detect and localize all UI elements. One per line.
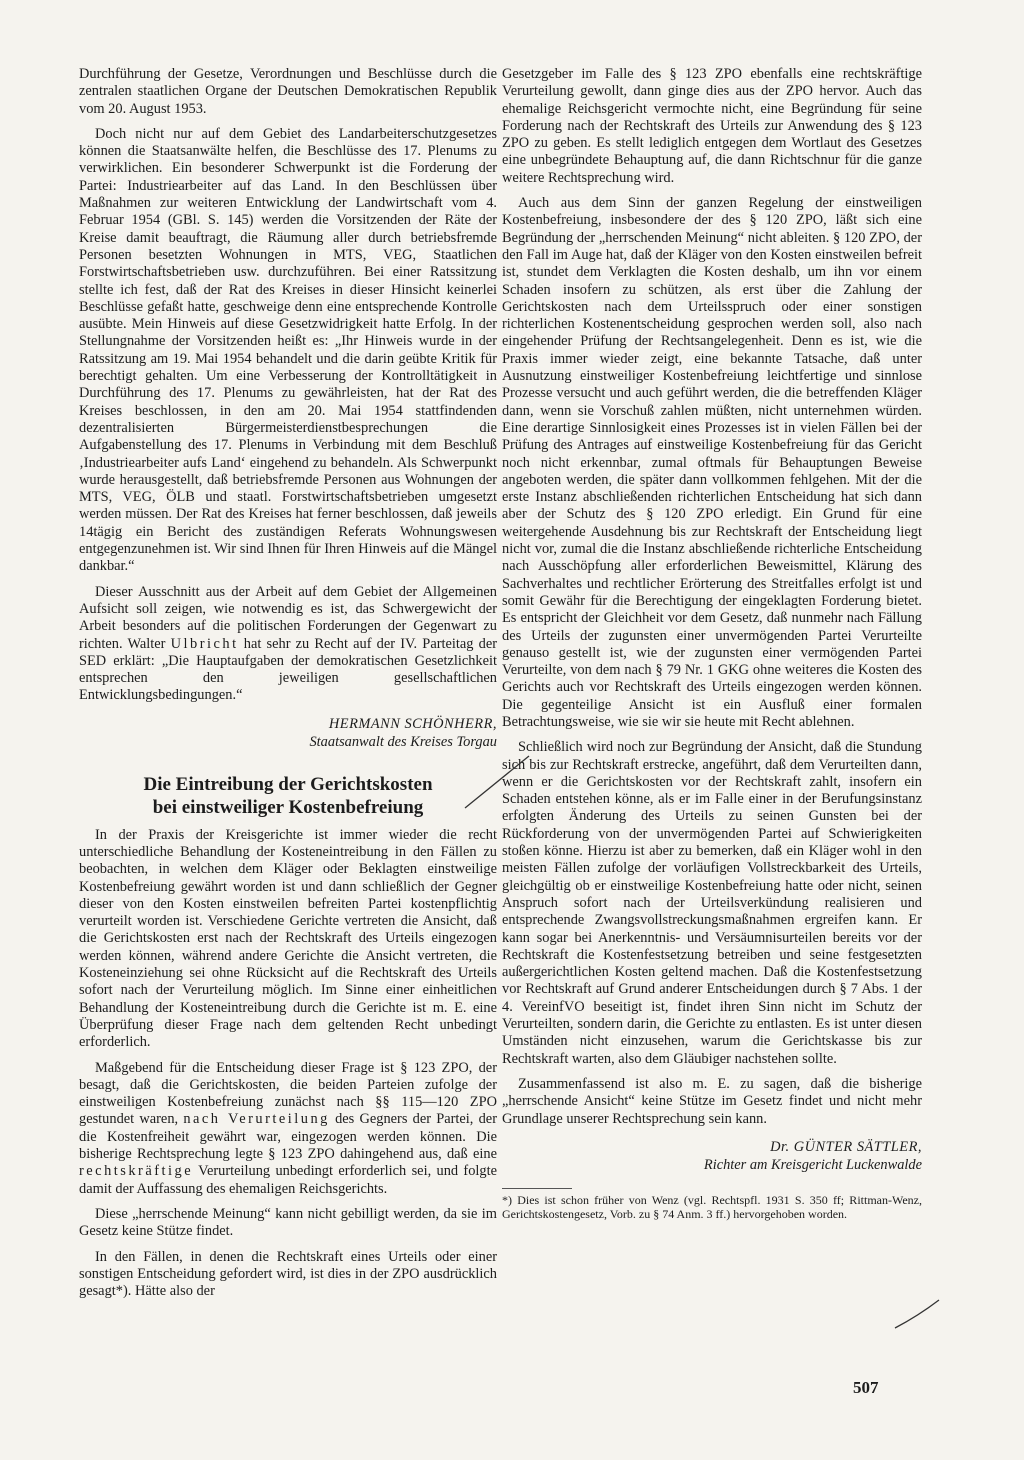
pencil-mark	[893, 1298, 943, 1330]
signature-block	[502, 1138, 922, 1174]
author-title: Richter am Kreisgericht Luckenwalde	[703, 1156, 922, 1173]
heading-line: bei einstweiliger Kostenbefreiung	[152, 796, 424, 818]
article-heading	[79, 773, 497, 819]
page-number: 507	[853, 1378, 879, 1397]
paragraph: Schließlich wird noch zur Begründung der Ansicht, daß die Stundung sich bis zur Rechtskraft erstrecke, angeführt, daß dem Verurteilten dann, wenn er die Gerichtskosten vor der Rechtskraft zahlt, insofern ein Schaden entstehen könne, als er im Falle einer in der Berufungsinstanz erfolgten Änderung des Urteils zu seinen Gunsten bei der Rückforderung von der unvermögenden Partei auf Schwierigkeiten stoßen könne. Hierzu ist aber zu bemerken, daß ein Kläger wohl in den meisten Fällen zufolge der vorläufigen Vollstreckbarkeit des Urteils, gleichgültig ob er einstweilige Kostenbefreiung hatte oder nicht, seinen Anspruch sofort nach der Urteilsverkündung realisieren und entsprechende Zwangsvollstreckungsmaßnahmen ergreifen kann. Er kann sogar bei Anerkenntnis- und Versäumnisurteilen bereits vor der Rechtskraft die Kostenfestsetzung betreiben und seine festgesetzten außergerichtlichen Kosten geltend machen. Daß die Kostenfestsetzung vor Rechtskraft auf Grund anderer Entscheidungen durch § 7 Abs. 1 der 4. VereinfVO beseitigt ist, findet ihren Sinn nicht im Schutz der Verurteilten, sondern darin, die Gerichte zu entlasten. Es ist unter diesen Umständen nicht einzusehen, warum die Gerichtskasse bis zur Rechtskraft warten, also dem Gläubiger nachstehen sollte.	[502, 739, 922, 1067]
text-run: Verurteilung unbedingt erforderlich sei, und folgte damit der Auffassung des ehemaligen Reichsgerichts.	[79, 1163, 497, 1197]
paragraph: Doch nicht nur auf dem Gebiet des Landarbeiterschutzgesetzes können die Staatsanwälte helfen, die Beschlüsse des 17. Plenums zu verwirklichen. Ein besonderer Schwerpunkt ist die Forderung der Partei: Industriearbeiter auf das Land. In den Beschlüssen über Maßnahmen zur weiteren Entwicklung der Landwirtschaft vom 4. Februar 1954 (GBl. S. 145) werden die Vorsitzenden der Räte der Kreise damit beauftragt, die Räumung aller durch betriebsfremde Personen besetzten Wohnungen in MTS, VEG, Staatlichen Forstwirtschaftsbetrieben usw. durchzuführen. Bei einer Ratssitzung stellte ich fest, daß der Rat des Kreises in dieser Hinsicht keinerlei Beschlüsse gefaßt hatte, geschweige denn eine entsprechende Kontrolle ausübte. Mein Hinweis auf diese Gesetzwidrigkeit hatte Erfolg. In der Stellungnahme der Vorsitzenden heißt es: „Ihr Hinweis wurde in der Ratssitzung am 19. Mai 1954 behandelt und die darin geübte Kritik für berechtigt gehalten. Um eine Verbesserung der Kontrolltätigkeit in Durchführung des 17. Plenums zu gewährleisten, hat der Rat des Kreises beschlossen, in den am 20. Mai 1954 stattfindenden dezentralisierten Bürgermeisterdienstbesprechungen die Aufgabenstellung des 17. Plenums in Verbindung mit dem Beschluß ‚Industriearbeiter aufs Land‘ eingehend zu behandeln. Als Schwerpunkt wurde herausgestellt, daß betriebsfremde Personen aus Wohnungen der MTS, VEG, ÖLB und staatl. Forstwirtschaftsbetrieben umgesetzt werden müssen. Der Rat des Kreises hat ferner beschlossen, daß jeweils 14tägig ein Bericht des zuständigen Referats Wohnungswesen entgegenzunehmen ist. Wir sind Ihnen für Ihren Hinweis auf die Mängel dankbar.“	[79, 125, 497, 575]
footnote: *) Dies ist schon früher von Wenz (vgl. Rechtspfl. 1931 S. 350 ff; Rittman-Wenz, Gerichtskostengesetz, Vorb. zu § 74 Anm. 3 ff.) hervorgehoben worden.	[502, 1192, 922, 1222]
paragraph: Auch aus dem Sinn der ganzen Regelung der einstweiligen Kostenbefreiung, insbesondere der des § 120 ZPO, läßt sich eine Begründung der „herrschenden Meinung“ nicht ableiten. § 120 ZPO, der den Fall im Auge hat, daß der Kläger von den Kosten einstweilen befreit ist, stundet dem Verklagten die Kosten deshalb, um ihn vor einem Schaden insofern zu schützen, als erst über die Zahlung der Gerichtskosten nach dem Urteilsspruch oder einer sonstigen richterlichen Kostenentscheidung gesprochen werden soll, also nach eingehender Prüfung der Rechtsangelegenheit. Denn es ist, wie die Praxis immer wieder zeigt, eine bekannte Tatsache, daß unter Ausnutzung einstweiliger Kostenbefreiung leichtfertige und sinnlose Prozesse versucht und auch geführt werden, die die betreffenden Kläger dann, wenn sie Vorschuß zahlen müßten, nicht unternehmen würden. Eine derartige Sinnlosigkeit eines Prozesses ist in vielen Fällen bei der Prüfung des Antrages auf einstweilige Kostenbefreiung für das Gericht noch nicht erkennbar, zumal oftmals für Behauptungen Beweise angeboten werden, die später dann vollkommen fehlgehen. Mit der die erste Instanz abschließenden richterlichen Entscheidung hat sich dann aber der Schutz des § 120 ZPO erledigt. Ein Grund für eine weitergehende Ausdehnung bis zur Rechtskraft der Entscheidung liegt nicht vor, zumal die die Instanz abschließende richterliche Entscheidung nach Ausschöpfung aller erforderlichen Beweismittel, Klärung des Sachverhaltes und rechtlicher Erörterung des Streitfalles erfolgt ist und somit Gewähr für die Berechtigung der eingeklagten Forderung bietet. Es entspricht der Gleichheit vor dem Gesetz, daß nunmehr nach Fällung des Urteils der zugunsten einer unvermögenden Partei Verurteilte genauso gestellt ist, wie der zugunsten einer vermögenden Partei Verurteilte, von dem nach § 79 Nr. 1 GKG ohne weiteres die Kosten des Gerichts auch vor Rechtskraft des Urteils eingezogen werden können. Die gegenteilige Ansicht ist ein Ausfluß einer formalen Betrachtungsweise, wie sie wir sie heute mit Recht ablehnen.	[502, 195, 922, 730]
author-name: HERMANN SCHÖNHERR,	[328, 715, 497, 732]
spaced-term: rechtskräftige	[79, 1163, 194, 1180]
text-run: des Gegners der Partei, der die Kostenfreiheit gewährt war, eingezogen werden können. Die bisherige Rechtsprechung legte § 123 ZPO dahingehend aus, daß eine	[79, 1111, 497, 1163]
left-column	[79, 66, 497, 1300]
heading-line: Die Eintreibung der Gerichtskosten	[143, 773, 433, 795]
paragraph: In der Praxis der Kreisgerichte ist immer wieder die recht unterschiedliche Behandlung der Kosteneintreibung in den Fällen zu beobachten, in welchen dem Kläger oder Beklagten einstweilige Kostenbefreiung gewährt worden ist und dann schließlich der Gegner dieser von den Kosten einstweilen befreiten Partei kostenpflichtig verurteilt worden ist. Verschiedene Gerichte vertreten die Ansicht, daß die Gerichtskosten erst nach der Rechtskraft des Urteils eingezogen werden können, während andere Gerichte die Ansicht vertreten, die Kosteneinziehung sei ohne Rücksicht auf die Rechtskraft des Urteils sofort nach der Verurteilung möglich. Im Sinne einer einheitlichen Behandlung der Kosteneintreibung durch die Gerichte ist m. E. eine Überprüfung dieser Frage nach dem geltenden Recht unbedingt erforderlich.	[79, 826, 497, 1051]
text-run: Dieser Ausschnitt aus der Arbeit auf dem Gebiet der Allgemeinen Aufsicht soll zeigen, wie notwendig es ist, das Schwergewicht der Arbeit besonders auf die politischen Forderungen der Gegenwart zu richten. Walter	[79, 583, 497, 652]
paragraph	[79, 1060, 497, 1198]
author-title: Staatsanwalt des Kreises Torgau	[309, 733, 497, 750]
paragraph: Zusammenfassend ist also m. E. zu sagen, daß die bisherige „herrschende Ansicht“ keine Stütze im Gesetz findet und nicht mehr Grundlage unserer Rechtsprechung sein kann.	[502, 1075, 922, 1127]
right-column	[502, 66, 922, 1222]
paragraph: Diese „herrschende Meinung“ kann nicht gebilligt werden, da sie im Gesetz keine Stütze findet.	[79, 1205, 497, 1240]
paragraph: Durchführung der Gesetze, Verordnungen und Beschlüsse durch die zentralen staatlichen Organe der Deutschen Demokratischen Republik vom 20. August 1953.	[79, 66, 497, 117]
paragraph	[79, 584, 497, 705]
text-run: Maßgebend für die Entscheidung dieser Frage ist § 123 ZPO, der besagt, daß die Gerichtskosten, die beiden Parteien zufolge der einstweiligen Kostenbefreiung zunächst nach §§ 115—120 ZPO gestundet waren,	[79, 1059, 497, 1128]
spaced-term: nach Verurteilung	[183, 1111, 330, 1128]
footnote-rule	[502, 1188, 572, 1189]
author-name: Dr. GÜNTER SÄTTLER,	[770, 1138, 922, 1155]
paragraph: In den Fällen, in denen die Rechtskraft eines Urteils oder einer sonstigen Entscheidung gefordert wird, ist dies in der ZPO ausdrücklich gesagt*). Hätte also der	[79, 1248, 497, 1300]
spaced-name: Ulbricht	[170, 635, 239, 652]
text-run: hat sehr zu Recht auf der IV. Parteitag der SED erklärt: „Die Hauptaufgaben der demokratischen Gesetzlichkeit entsprechen den jeweiligen gesellschaftlichen Entwicklungsbedingungen.“	[79, 635, 498, 704]
signature-block	[79, 715, 497, 751]
paragraph: Gesetzgeber im Falle des § 123 ZPO ebenfalls eine rechtskräftige Verurteilung gewollt, dann ginge dies aus der ZPO hervor. Auch das ehemalige Reichsgericht vermochte nicht, eine Begründung für seine Forderung nach der Rechtskraft des Urteils zur Anwendung des § 123 ZPO zu geben. Es stellt lediglich entgegen dem Wortlaut des Gesetzes eine unbegründete Behauptung auf, die dann Richtschnur für die ganze weitere Rechtsprechung wird.	[502, 66, 922, 186]
